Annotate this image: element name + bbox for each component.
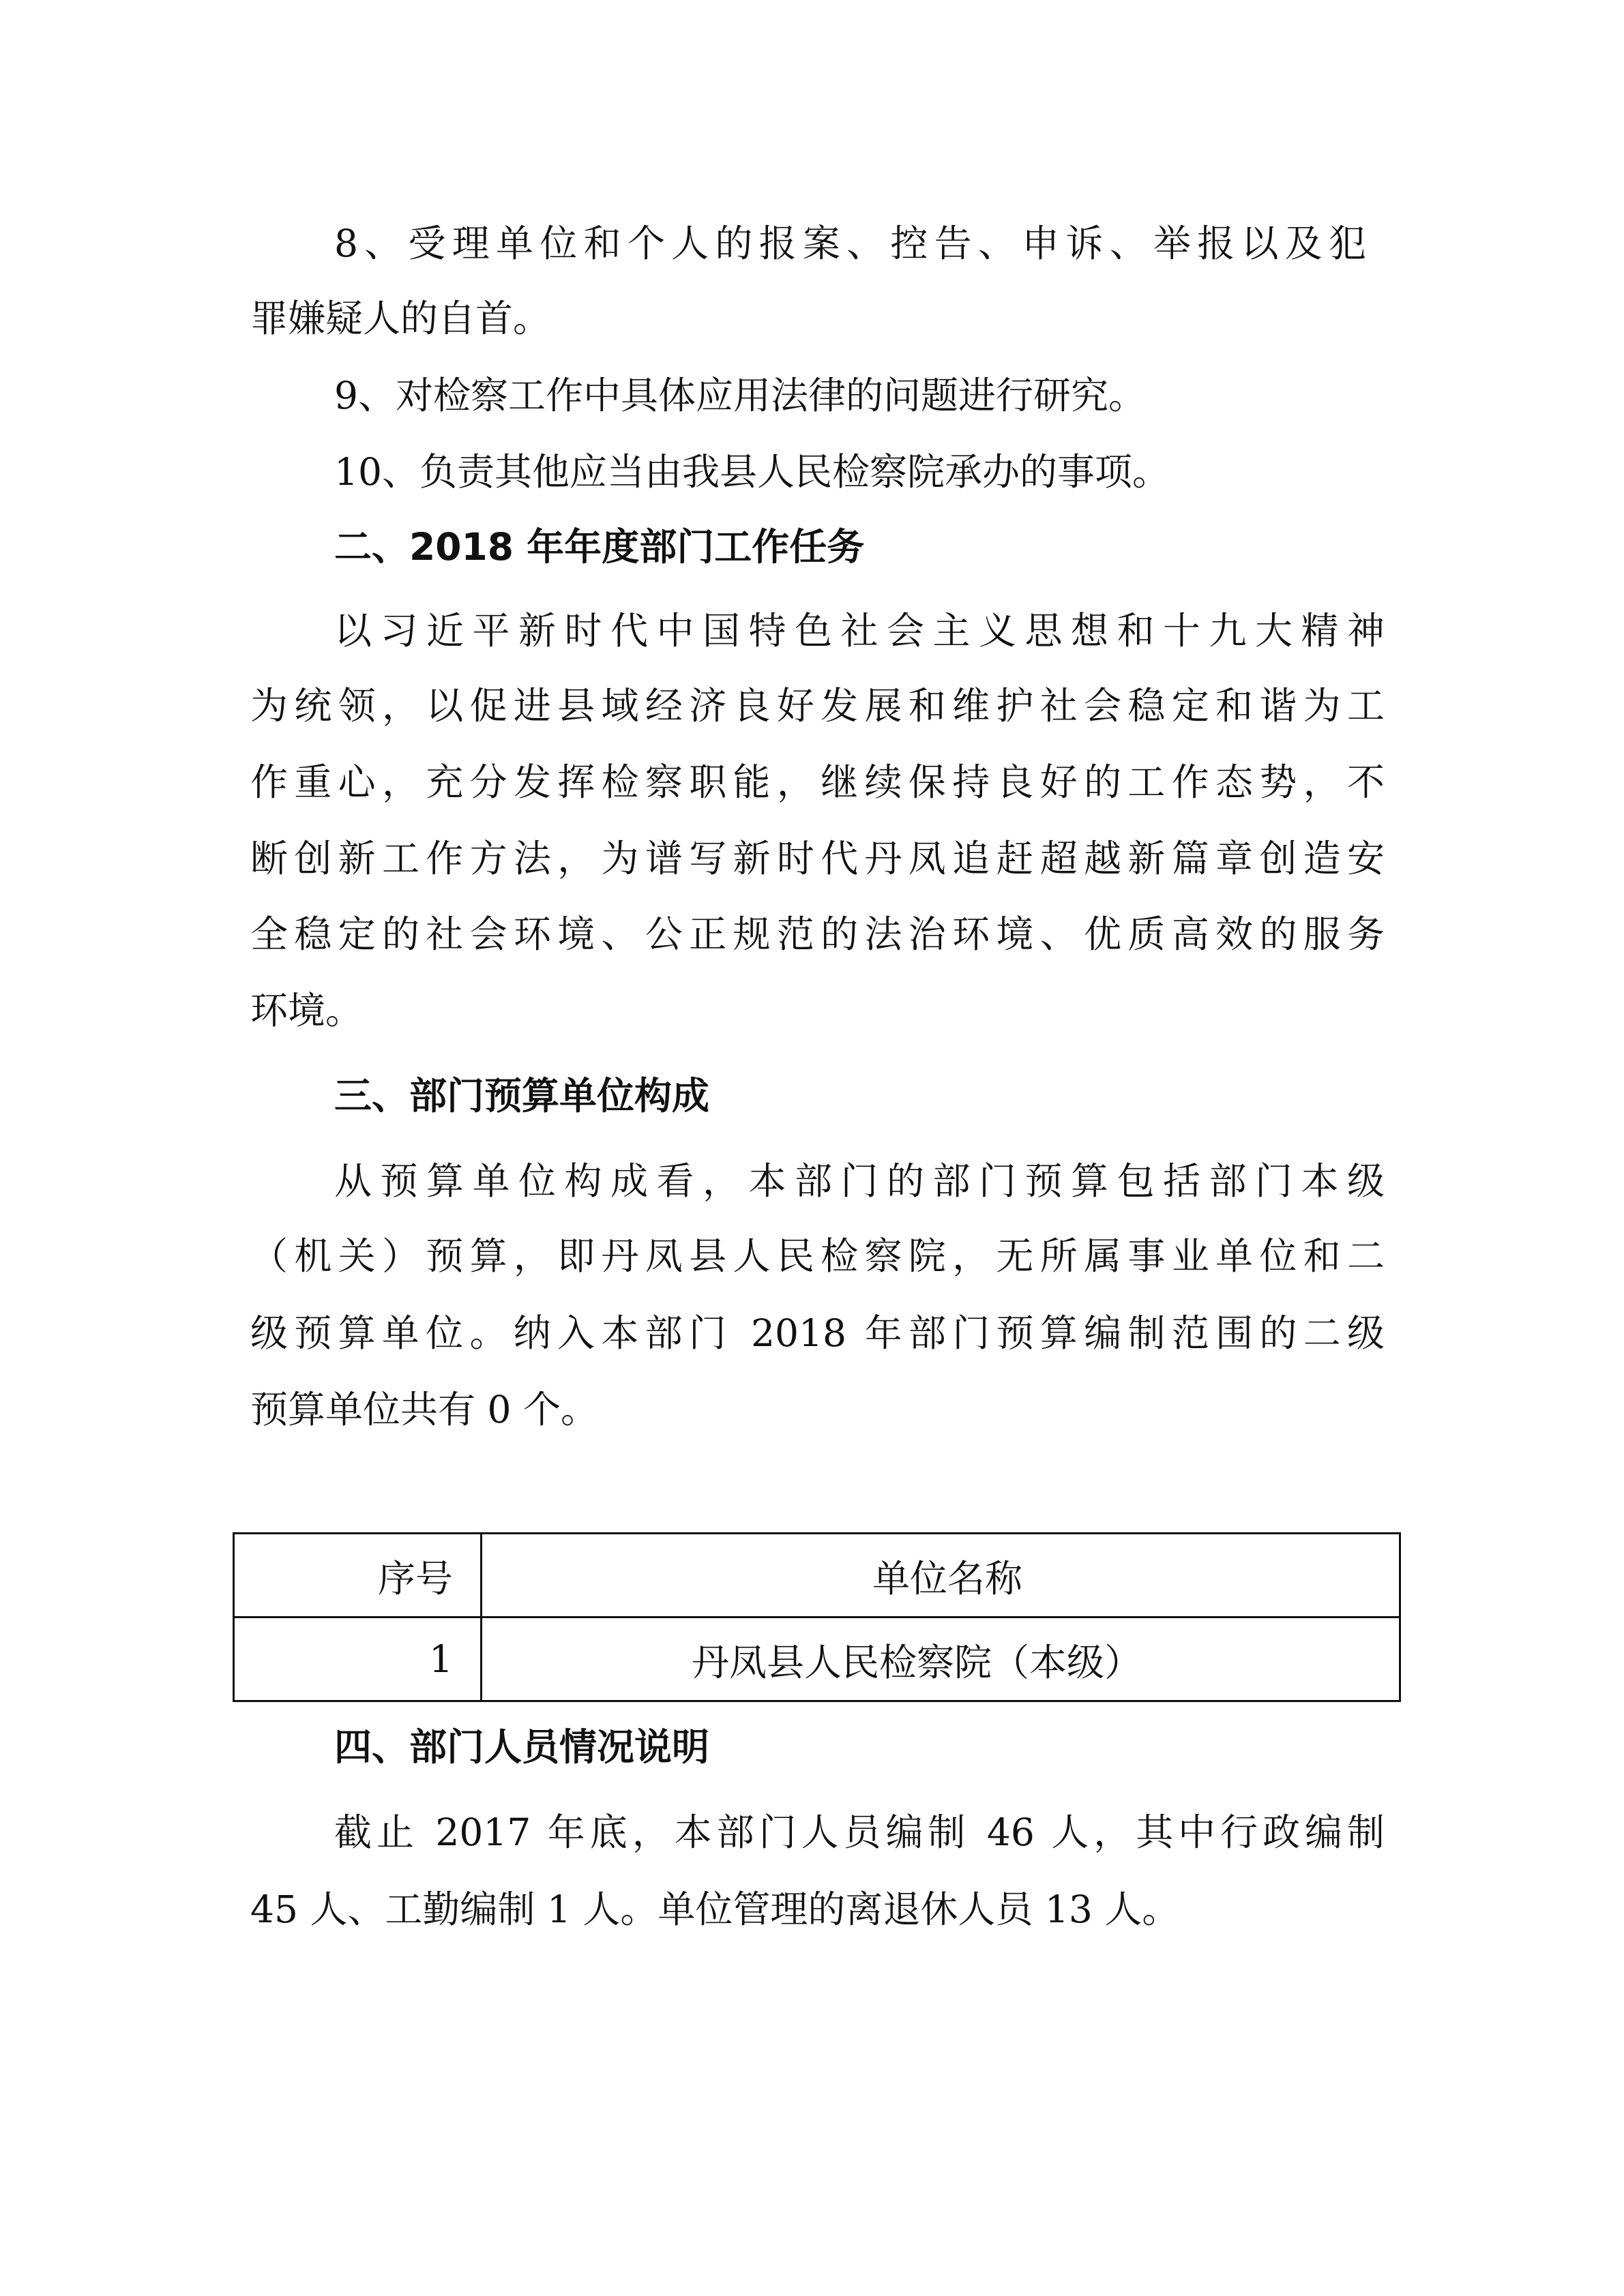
table-row <box>234 1617 1400 1701</box>
budget-units-table <box>233 1532 1401 1702</box>
duty-item-9: 9、对检察工作中具体应用法律的问题进行研究。 <box>334 374 1146 417</box>
section-4-heading: 四、部门人员情况说明 <box>334 1725 710 1769</box>
section-2-line-5: 全稳定的社会环境、公正规范的法治环境、优质高效的服务 <box>250 912 1385 956</box>
section-2-line-4: 断创新工作方法，为谱写新时代丹凤追赶超越新篇章创造安 <box>250 837 1385 880</box>
section-3-line-3: 级预算单位。纳入本部门 2018 年部门预算编制范围的二级 <box>250 1311 1385 1355</box>
table-cell-name-value: 丹凤县人民检察院（本级） <box>691 1640 1142 1684</box>
table-header-no-label: 序号 <box>377 1556 453 1600</box>
table-header-row <box>234 1534 1400 1617</box>
section-4-line-1: 截止 2017 年底，本部门人员编制 46 人，其中行政编制 <box>334 1810 1385 1854</box>
table-cell-no <box>234 1617 482 1701</box>
table-cell-no-value: 1 <box>429 1637 453 1681</box>
section-3-heading: 三、部门预算单位构成 <box>334 1074 710 1118</box>
section-2-line-6: 环境。 <box>250 989 364 1032</box>
section-2-line-1: 以习近平新时代中国特色社会主义思想和十九大精神 <box>334 609 1385 653</box>
duty-item-8-line-1: 8、受理单位和个人的报案、控告、申诉、举报以及犯 <box>334 222 1366 265</box>
section-2-heading: 二、2018 年年度部门工作任务 <box>334 525 865 569</box>
section-2-line-3: 作重心，充分发挥检察职能，继续保持良好的工作态势，不 <box>250 760 1385 804</box>
section-3-line-2: （机关）预算，即丹凤县人民检察院，无所属事业单位和二 <box>250 1234 1385 1278</box>
section-3-line-1: 从预算单位构成看，本部门的部门预算包括部门本级 <box>334 1159 1385 1203</box>
table-cell-name <box>482 1617 1400 1701</box>
duty-item-8-line-2: 罪嫌疑人的自首。 <box>250 297 551 340</box>
duty-item-10: 10、负责其他应当由我县人民检察院承办的事项。 <box>334 450 1170 494</box>
table-header-name-label: 单位名称 <box>872 1556 1022 1600</box>
section-2-line-2: 为统领，以促进县域经济良好发展和维护社会稳定和谐为工 <box>250 684 1385 728</box>
section-4-line-2: 45 人、工勤编制 1 人。单位管理的离退休人员 13 人。 <box>250 1888 1180 1931</box>
table-header-name <box>482 1534 1400 1617</box>
table-header-no <box>234 1534 482 1617</box>
section-3-line-4: 预算单位共有 0 个。 <box>250 1388 598 1431</box>
